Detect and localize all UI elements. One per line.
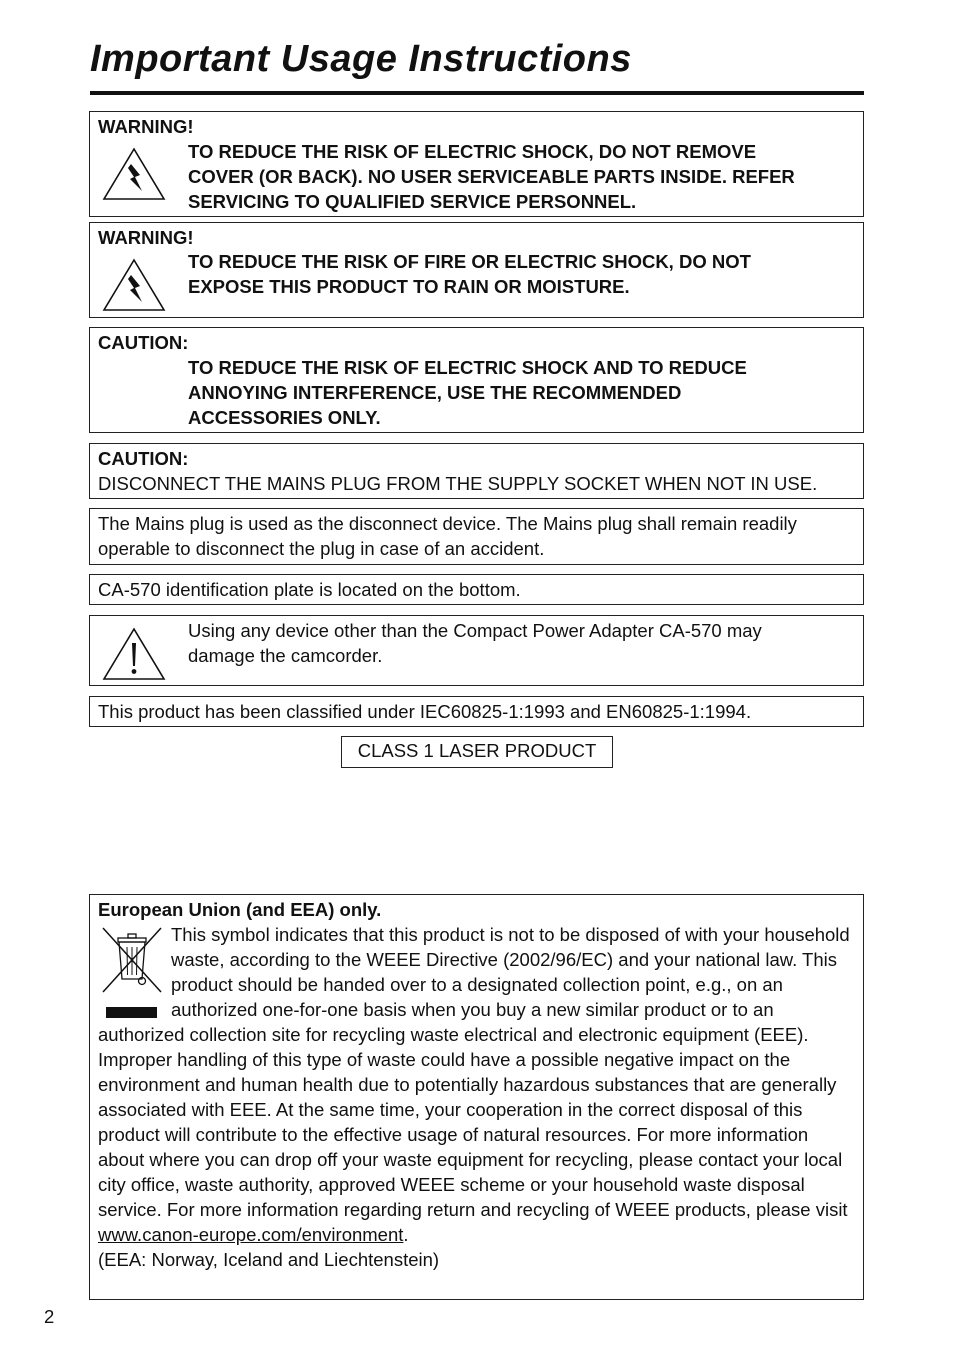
mains-plug-line: operable to disconnect the plug in case of an accident. [98, 538, 545, 559]
canon-environment-link[interactable]: www.canon-europe.com/environment [98, 1224, 404, 1245]
electric-shock-warning-icon [102, 257, 166, 313]
weee-bin-icon [98, 922, 170, 1020]
warning-header: WARNING! [98, 227, 194, 248]
caution-text: DISCONNECT THE MAINS PLUG FROM THE SUPPLY SOCKET WHEN NOT IN USE. [98, 473, 818, 494]
link-suffix: . [403, 1224, 409, 1245]
page-title: Important Usage Instructions [90, 38, 632, 80]
warning-box-fire [89, 222, 864, 318]
adapter-warning-line: Using any device other than the Compact Power Adapter CA-570 may [188, 620, 762, 641]
caution-line: TO REDUCE THE RISK OF ELECTRIC SHOCK AND TO REDUCE [188, 357, 747, 378]
warning-line: EXPOSE THIS PRODUCT TO RAIN OR MOISTURE. [188, 276, 630, 297]
electric-shock-warning-icon [102, 146, 166, 202]
caution-box-accessories [89, 327, 864, 433]
warning-line: COVER (OR BACK). NO USER SERVICEABLE PARTS INSIDE. REFER [188, 166, 795, 187]
identification-box [89, 574, 864, 605]
adapter-warning-box [89, 615, 864, 686]
caution-header: CAUTION: [98, 448, 189, 469]
mains-plug-box [89, 508, 864, 565]
warning-box-shock [89, 111, 864, 217]
eu-weee-box [89, 894, 864, 1300]
mains-plug-line: The Mains plug is used as the disconnect device. The Mains plug shall remain readily [98, 513, 797, 534]
eu-header: European Union (and EEA) only. [98, 899, 382, 920]
caution-line: ANNOYING INTERFERENCE, USE THE RECOMMENDED [188, 382, 682, 403]
warning-header: WARNING! [98, 116, 194, 137]
caution-header: CAUTION: [98, 332, 189, 353]
laser-product-label: CLASS 1 LASER PRODUCT [341, 736, 613, 768]
warning-line: SERVICING TO QUALIFIED SERVICE PERSONNEL. [188, 191, 637, 212]
caution-box-mains [89, 443, 864, 499]
caution-line: ACCESSORIES ONLY. [188, 407, 381, 428]
eea-note: (EEA: Norway, Iceland and Liechtenstein) [98, 1249, 440, 1270]
warning-line: TO REDUCE THE RISK OF ELECTRIC SHOCK, DO NOT REMOVE [188, 141, 757, 162]
classification-box [89, 696, 864, 727]
eu-body: This symbol indicates that this product is not to be disposed of with your household waste, according to the WEEE Directive (2002/96/EC) and your national law. This product should be handed over to a designated collection point, e.g., on an authorized one-for-one basis when you buy a new similar product or to an authorized collection site for recycling waste electrical and electronic equipment (EEE). Improper handling of this type of waste could have a possible negative impact on the environment and human health due to potentially hazardous substances that are generally associated with EEE. At the same time, your cooperation in the correct disposal of this product will contribute to the effective usage of natural resources. For more information about where you can drop off your waste equipment for recycling, please contact your local city office, waste authority, approved WEEE scheme or your household waste disposal service. For more information regarding return and recycling of WEEE products, please visit [98, 924, 850, 1220]
identification-text: CA-570 identification plate is located on the bottom. [98, 579, 521, 600]
exclamation-warning-icon [102, 626, 166, 682]
adapter-warning-line: damage the camcorder. [188, 645, 383, 666]
title-rule [90, 91, 864, 95]
classification-text: This product has been classified under IEC60825-1:1993 and EN60825-1:1994. [98, 701, 752, 722]
eu-body-text [98, 922, 856, 1272]
warning-line: TO REDUCE THE RISK OF FIRE OR ELECTRIC SHOCK, DO NOT [188, 251, 751, 272]
page-number: 2 [44, 1306, 55, 1327]
